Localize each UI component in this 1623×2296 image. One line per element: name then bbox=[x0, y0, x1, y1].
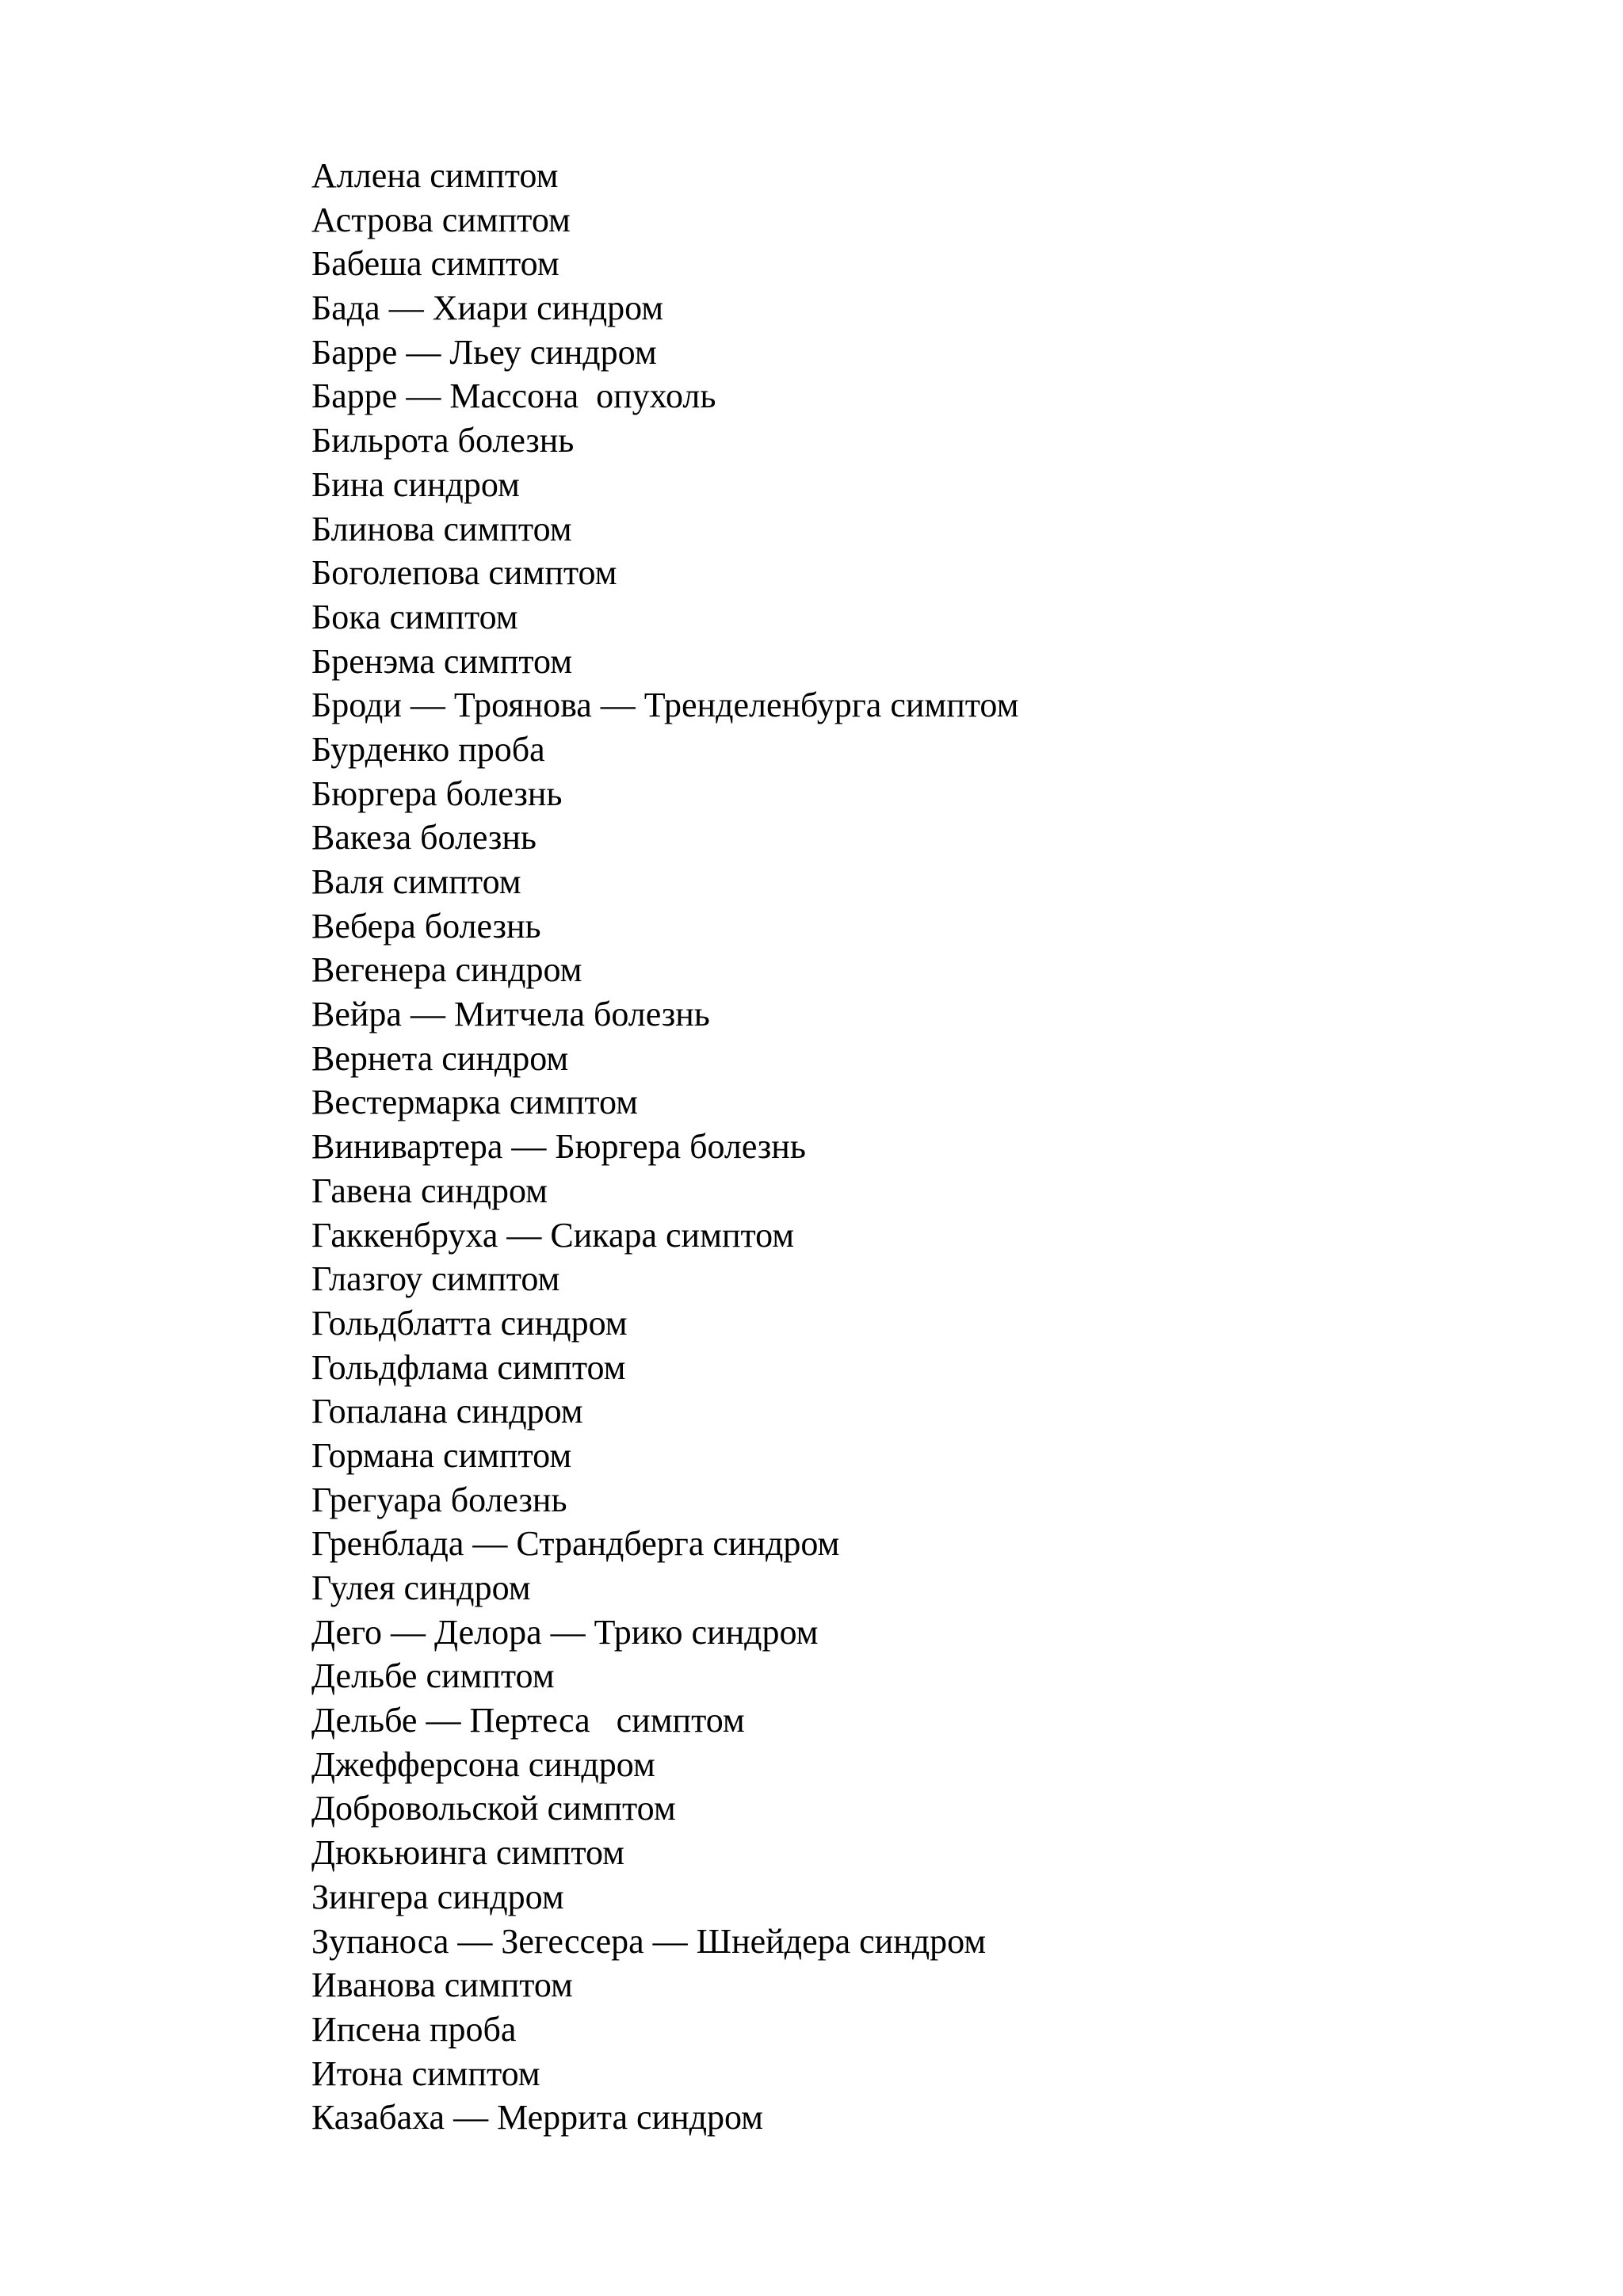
term-list-item: Итона симптом bbox=[311, 2053, 540, 2093]
term-list-item: Вакеза болезнь bbox=[311, 818, 537, 858]
term-list-item: Барре — Массона опухоль bbox=[311, 376, 716, 416]
term-list-item: Вернета синдром bbox=[311, 1038, 569, 1078]
term-list-item: Бабеша симптом bbox=[311, 244, 559, 284]
term-list-item: Вегенера синдром bbox=[311, 950, 582, 990]
term-list-item: Астрова симптом bbox=[311, 200, 571, 239]
term-list-item: Гулея синдром bbox=[311, 1568, 531, 1607]
term-list-item: Глазгоу симптом bbox=[311, 1259, 560, 1299]
term-list-item: Бока симптом bbox=[311, 597, 518, 636]
term-list-item: Ипсена проба bbox=[311, 2009, 517, 2049]
term-list-item: Валя симптом bbox=[311, 862, 521, 901]
term-list-item: Дего — Делора — Трико синдром bbox=[311, 1612, 819, 1652]
term-list-item: Гопалана синдром bbox=[311, 1392, 583, 1431]
term-list-item: Иванова симптом bbox=[311, 1966, 573, 2005]
term-list-item: Казабаха — Меррита синдром bbox=[311, 2098, 764, 2137]
term-list-item: Бада — Хиари синдром bbox=[311, 288, 664, 328]
term-list-item: Грегуара болезнь bbox=[311, 1480, 567, 1519]
term-list-item: Гренблада — Страндберга синдром bbox=[311, 1524, 840, 1564]
term-list-item: Бина синдром bbox=[311, 464, 520, 504]
term-list-item: Зупаноса — Зегессера — Шнейдера синдром bbox=[311, 1921, 987, 1961]
term-list-item: Бренэма симптом bbox=[311, 641, 573, 681]
eponym-term-list bbox=[311, 154, 1018, 2140]
term-list-item: Добровольской симптом bbox=[311, 1789, 676, 1828]
term-list-item: Дельбе симптом bbox=[311, 1656, 555, 1696]
term-list-item: Дельбе — Пертеса симптом bbox=[311, 1701, 745, 1740]
term-list-item: Дюкьюинга симптом bbox=[311, 1833, 624, 1873]
term-list-item: Аллена симптом bbox=[311, 156, 559, 195]
term-list-item: Гавена синдром bbox=[311, 1171, 548, 1210]
term-list-item: Броди — Троянова — Тренделенбурга симптом bbox=[311, 686, 1019, 725]
term-list-item: Зингера синдром bbox=[311, 1877, 564, 1916]
term-list-item: Винивартера — Бюргера болезнь bbox=[311, 1127, 806, 1167]
term-list-item: Гольдфлама симптом bbox=[311, 1347, 626, 1387]
term-list-item: Бюргера болезнь bbox=[311, 774, 563, 813]
term-list-item: Вестермарка симптом bbox=[311, 1083, 639, 1122]
term-list-item: Гаккенбруха — Сикара симптом bbox=[311, 1215, 795, 1255]
term-list-item: Бильрота болезнь bbox=[311, 421, 575, 460]
term-list-item: Вебера болезнь bbox=[311, 906, 541, 946]
term-list-item: Блинова симптом bbox=[311, 509, 572, 548]
term-list-item: Бурденко проба bbox=[311, 729, 545, 769]
term-list-item: Джефферсона синдром bbox=[311, 1744, 655, 1784]
term-list-item: Гольдблатта синдром bbox=[311, 1303, 628, 1343]
term-list-item: Барре — Льеу синдром bbox=[311, 332, 657, 372]
term-list-item: Вейра — Митчела болезнь bbox=[311, 995, 710, 1034]
term-list-item: Гормана симптом bbox=[311, 1435, 572, 1475]
term-list-item: Боголепова симптом bbox=[311, 553, 617, 593]
